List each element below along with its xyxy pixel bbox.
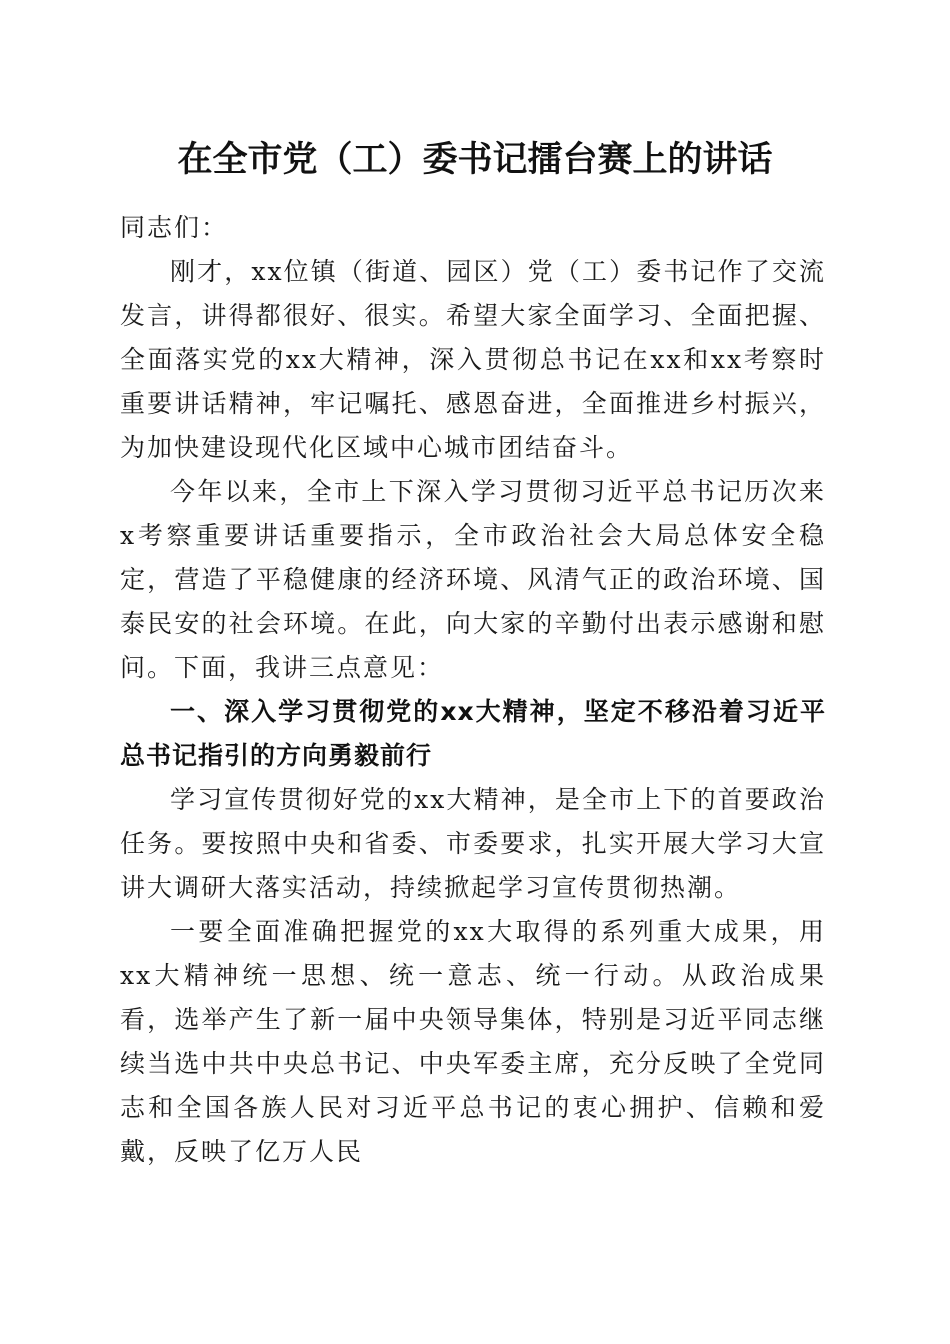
- section-heading-1: 一、深入学习贯彻党的xx大精神，坚定不移沿着习近平总书记指引的方向勇毅前行: [120, 697, 826, 770]
- section-paragraph-1: 学习宣传贯彻好党的xx大精神，是全市上下的首要政治任务。要按照中央和省委、市委要求，扎实开展大学习大宣讲大调研大落实活动，持续掀起学习宣传贯彻热潮。: [120, 785, 826, 902]
- section-paragraph-2: 一要全面准确把握党的xx大取得的系列重大成果，用xx大精神统一思想、统一意志、统一行动。从政治成果看，选举产生了新一届中央领导集体，特别是习近平同志继续当选中共中央总书记、中央军委主席，充分反映了全党同志和全国各族人民对习近平总书记的衷心拥护、信赖和爱戴，反映了亿万人民: [120, 917, 826, 1166]
- document-body: [120, 206, 826, 1174]
- paragraph-opening: 刚才，xx位镇（街道、园区）党（工）委书记作了交流发言，讲得都很好、很实。希望大家全面学习、全面把握、全面落实党的xx大精神，深入贯彻总书记在xx和xx考察时重要讲话精神，牢记嘱托、感恩奋进，全面推进乡村振兴，为加快建设现代化区域中心城市团结奋斗。: [120, 257, 826, 462]
- salutation: 同志们：: [120, 213, 229, 242]
- paragraph-overview: 今年以来，全市上下深入学习贯彻习近平总书记历次来x考察重要讲话重要指示，全市政治社会大局总体安全稳定，营造了平稳健康的经济环境、风清气正的政治环境、国泰民安的社会环境。在此，向大家的辛勤付出表示感谢和慰问。下面，我讲三点意见：: [120, 477, 826, 682]
- document-title: 在全市党（工）委书记擂台赛上的讲话: [177, 139, 773, 180]
